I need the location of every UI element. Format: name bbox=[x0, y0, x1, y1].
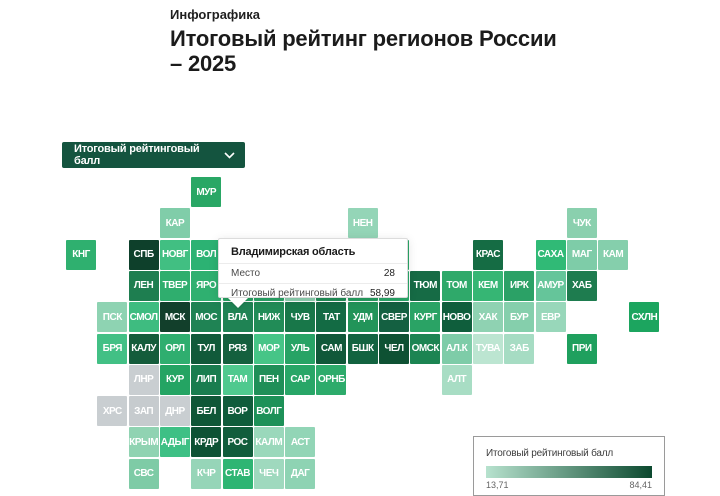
tooltip-caret-icon bbox=[228, 298, 248, 308]
region-tile-ЧУВ[interactable]: ЧУВ bbox=[285, 302, 315, 332]
region-tile-ЧЕЛ[interactable]: ЧЕЛ bbox=[379, 334, 409, 364]
region-tile-КЕМ[interactable]: КЕМ bbox=[473, 271, 503, 301]
region-tile-МУР[interactable]: МУР bbox=[191, 177, 221, 207]
region-tile-БШК[interactable]: БШК bbox=[348, 334, 378, 364]
region-tile-ВЛА[interactable]: ВЛА bbox=[223, 302, 253, 332]
region-tile-АМУР[interactable]: АМУР bbox=[536, 271, 566, 301]
region-tile-СВЕР[interactable]: СВЕР bbox=[379, 302, 409, 332]
region-tile-БУР[interactable]: БУР bbox=[504, 302, 534, 332]
region-tile-КЧР[interactable]: КЧР bbox=[191, 459, 221, 489]
region-tile-СМОЛ[interactable]: СМОЛ bbox=[129, 302, 159, 332]
region-tile-ОРНБ[interactable]: ОРНБ bbox=[316, 365, 346, 395]
region-tile-ТАТ[interactable]: ТАТ bbox=[316, 302, 346, 332]
region-tile-СПБ[interactable]: СПБ bbox=[129, 240, 159, 270]
region-tile-КАМ[interactable]: КАМ bbox=[598, 240, 628, 270]
region-tile-ТЮМ[interactable]: ТЮМ bbox=[410, 271, 440, 301]
region-tile-ПРИ[interactable]: ПРИ bbox=[567, 334, 597, 364]
region-tile-МОС[interactable]: МОС bbox=[191, 302, 221, 332]
region-tile-АЛТ[interactable]: АЛТ bbox=[442, 365, 472, 395]
tooltip-score-label: Итоговый рейтинговый балл bbox=[231, 288, 364, 299]
region-tile-БЕЛ[interactable]: БЕЛ bbox=[191, 396, 221, 426]
kicker: Инфографика bbox=[170, 7, 261, 22]
region-tile-ВОЛГ[interactable]: ВОЛГ bbox=[254, 396, 284, 426]
region-tile-СВС[interactable]: СВС bbox=[129, 459, 159, 489]
region-tile-КУРГ[interactable]: КУРГ bbox=[410, 302, 440, 332]
region-tile-АДЫГ[interactable]: АДЫГ bbox=[160, 427, 190, 457]
region-tile-ЯРО[interactable]: ЯРО bbox=[191, 271, 221, 301]
tooltip-place-label: Место bbox=[231, 268, 261, 279]
region-tile-НЕН[interactable]: НЕН bbox=[348, 208, 378, 238]
region-tile-ХРС[interactable]: ХРС bbox=[97, 396, 127, 426]
region-tile-ХАБ[interactable]: ХАБ bbox=[567, 271, 597, 301]
region-tile-ТВЕР[interactable]: ТВЕР bbox=[160, 271, 190, 301]
region-tile-САХА[interactable]: САХА bbox=[536, 240, 566, 270]
region-tile-КУР[interactable]: КУР bbox=[160, 365, 190, 395]
region-tile-САР[interactable]: САР bbox=[285, 365, 315, 395]
region-tile-ТУВА[interactable]: ТУВА bbox=[473, 334, 503, 364]
region-tile-ИРК[interactable]: ИРК bbox=[504, 271, 534, 301]
region-tile-РЯЗ[interactable]: РЯЗ bbox=[223, 334, 253, 364]
legend-min-value: 13,71 bbox=[486, 480, 509, 490]
region-tile-БРЯ[interactable]: БРЯ bbox=[97, 334, 127, 364]
region-tile-РОС[interactable]: РОС bbox=[223, 427, 253, 457]
region-tile-ХАК[interactable]: ХАК bbox=[473, 302, 503, 332]
region-tile-ПЕН[interactable]: ПЕН bbox=[254, 365, 284, 395]
region-tile-НОВГ[interactable]: НОВГ bbox=[160, 240, 190, 270]
region-tile-МАГ[interactable]: МАГ bbox=[567, 240, 597, 270]
tooltip-region-name: Владимирская область bbox=[219, 239, 407, 264]
tooltip-row-place bbox=[219, 264, 407, 283]
region-tile-КАЛУ[interactable]: КАЛУ bbox=[129, 334, 159, 364]
region-tile-ДАГ[interactable]: ДАГ bbox=[285, 459, 315, 489]
region-tooltip bbox=[218, 238, 408, 298]
region-tile-ТОМ[interactable]: ТОМ bbox=[442, 271, 472, 301]
title-line-2: – 2025 bbox=[170, 51, 237, 76]
legend-title: Итоговый рейтинговый балл bbox=[486, 448, 614, 459]
region-tile-НОВО[interactable]: НОВО bbox=[442, 302, 472, 332]
region-tile-ЛНР[interactable]: ЛНР bbox=[129, 365, 159, 395]
region-tile-ЧЕЧ[interactable]: ЧЕЧ bbox=[254, 459, 284, 489]
region-tile-КРДР[interactable]: КРДР bbox=[191, 427, 221, 457]
region-tile-ОРЛ[interactable]: ОРЛ bbox=[160, 334, 190, 364]
region-tile-ДНР[interactable]: ДНР bbox=[160, 396, 190, 426]
region-tile-ЗАП[interactable]: ЗАП bbox=[129, 396, 159, 426]
region-tile-АЛ.К[interactable]: АЛ.К bbox=[442, 334, 472, 364]
legend-gradient-bar bbox=[486, 466, 652, 478]
tooltip-place-value: 28 bbox=[383, 268, 395, 279]
region-tile-ЛИП[interactable]: ЛИП bbox=[191, 365, 221, 395]
metric-dropdown-label: Итоговый рейтинговый балл bbox=[74, 143, 200, 167]
legend-range bbox=[486, 480, 652, 490]
region-tile-ТУЛ[interactable]: ТУЛ bbox=[191, 334, 221, 364]
region-tile-САМ[interactable]: САМ bbox=[316, 334, 346, 364]
title-line-1: Итоговый рейтинг регионов России bbox=[170, 26, 557, 51]
region-tile-АСТ[interactable]: АСТ bbox=[285, 427, 315, 457]
region-tile-МСК[interactable]: МСК bbox=[160, 302, 190, 332]
region-tile-ЧУК[interactable]: ЧУК bbox=[567, 208, 597, 238]
region-tile-ВОР[interactable]: ВОР bbox=[223, 396, 253, 426]
region-tile-МОР[interactable]: МОР bbox=[254, 334, 284, 364]
legend bbox=[473, 436, 665, 496]
region-tile-ТАМ[interactable]: ТАМ bbox=[223, 365, 253, 395]
region-tile-НИЖ[interactable]: НИЖ bbox=[254, 302, 284, 332]
region-tile-УДМ[interactable]: УДМ bbox=[348, 302, 378, 332]
region-tile-КРЫМ[interactable]: КРЫМ bbox=[129, 427, 159, 457]
region-tile-ЛЕН[interactable]: ЛЕН bbox=[129, 271, 159, 301]
region-tile-КНГ[interactable]: КНГ bbox=[66, 240, 96, 270]
tooltip-score-value: 58,99 bbox=[369, 288, 395, 299]
region-tile-КРАС[interactable]: КРАС bbox=[473, 240, 503, 270]
region-tile-УЛЬ[interactable]: УЛЬ bbox=[285, 334, 315, 364]
region-tile-КАР[interactable]: КАР bbox=[160, 208, 190, 238]
region-tile-ВОЛ[interactable]: ВОЛ bbox=[191, 240, 221, 270]
region-tile-ЕВР[interactable]: ЕВР bbox=[536, 302, 566, 332]
region-tile-ПСК[interactable]: ПСК bbox=[97, 302, 127, 332]
legend-max-value: 84,41 bbox=[629, 480, 652, 490]
region-tile-СТАВ[interactable]: СТАВ bbox=[223, 459, 253, 489]
region-tile-КАЛМ[interactable]: КАЛМ bbox=[254, 427, 284, 457]
region-tile-СХЛН[interactable]: СХЛН bbox=[629, 302, 659, 332]
region-tile-ЗАБ[interactable]: ЗАБ bbox=[504, 334, 534, 364]
region-tile-ОМСК[interactable]: ОМСК bbox=[410, 334, 440, 364]
